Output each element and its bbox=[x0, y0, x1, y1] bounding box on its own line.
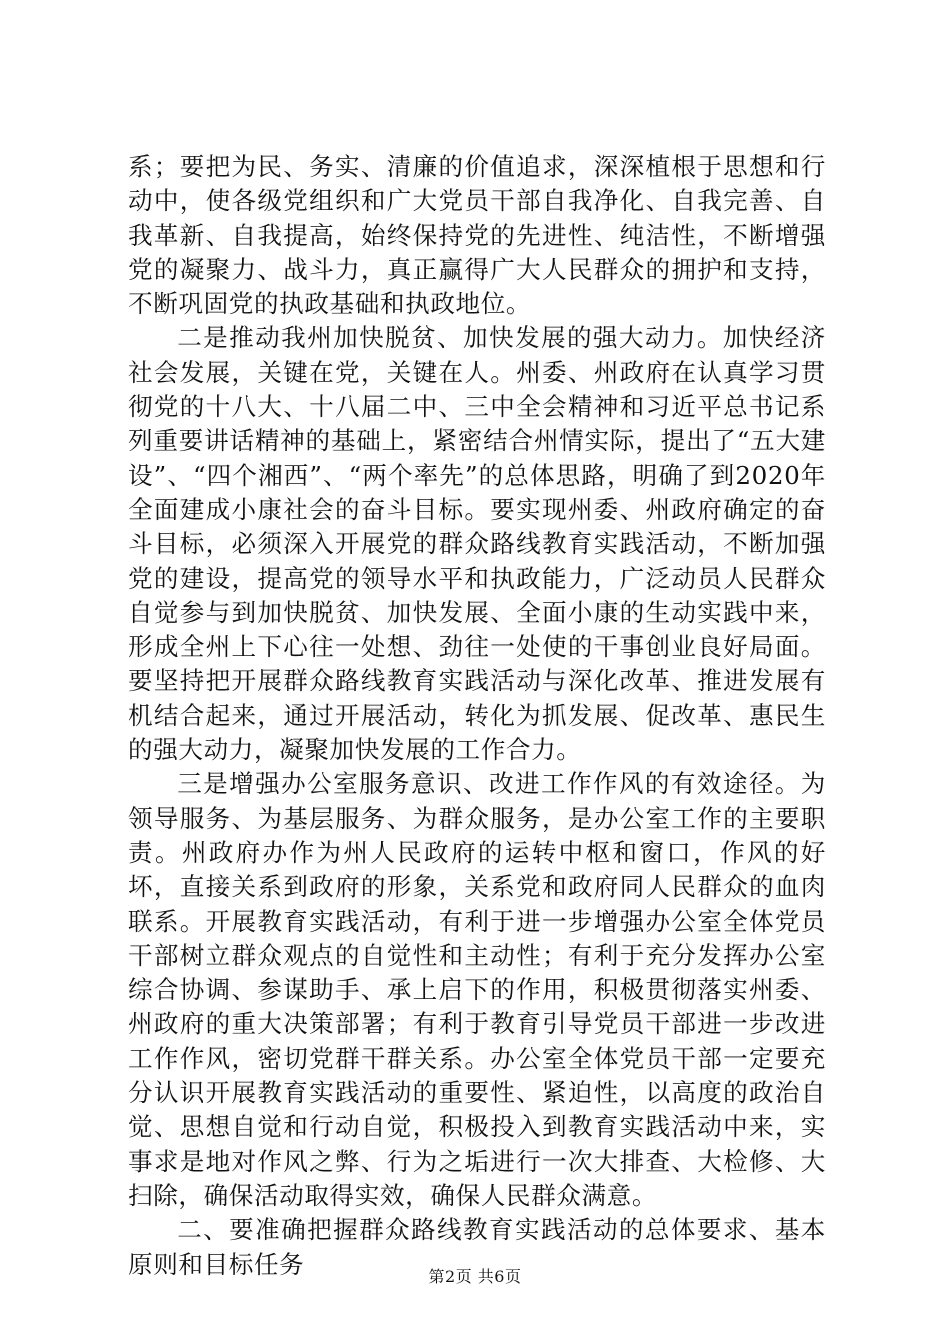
document-body bbox=[128, 150, 826, 1282]
paragraph-1: 系；要把为民、务实、清廉的价值追求，深深植根于思想和行动中，使各级党组织和广大党员干部自我净化、自我完善、自我革新、自我提高，始终保持党的先进性、纯洁性，不断增强党的凝聚力、战斗力，真正赢得广大人民群众的拥护和支持，不断巩固党的执政基础和执政地位。 bbox=[128, 152, 826, 319]
section-heading-2: 二、要准确把握群众路线教育实践活动的总体要求、基本原则和目标任务 bbox=[128, 1215, 826, 1279]
paragraph-2: 二是推动我州加快脱贫、加快发展的强大动力。加快经济社会发展，关键在党，关键在人。州委、州政府在认真学习贯彻党的十八大、十八届二中、三中全会精神和习近平总书记系列重要讲话精神的基础上，紧密结合州情实际，提出了“五大建设”、“四个湘西”、“两个率先”的总体思路，明确了到2020年全面建成小康社会的奋斗目标。要实现州委、州政府确定的奋斗目标，必须深入开展党的群众路线教育实践活动，不断加强党的建设，提高党的领导水平和执政能力，广泛动员人民群众自觉参与到加快脱贫、加快发展、全面小康的生动实践中来，形成全州上下心往一处想、劲往一处使的干事创业良好局面。要坚持把开展群众路线教育实践活动与深化改革、推进发展有机结合起来，通过开展活动，转化为抓发展、促改革、惠民生的强大动力，凝聚加快发展的工作合力。 bbox=[128, 323, 826, 765]
paragraph-3: 三是增强办公室服务意识、改进工作作风的有效途径。为领导服务、为基层服务、为群众服务，是办公室工作的主要职责。州政府办作为州人民政府的运转中枢和窗口，作风的好坏，直接关系到政府的形象，关系党和政府同人民群众的血肉联系。开展教育实践活动，有利于进一步增强办公室全体党员干部树立群众观点的自觉性和主动性；有利于充分发挥办公室综合协调、参谋助手、承上启下的作用，积极贯彻落实州委、州政府的重大决策部署；有利于教育引导党员干部进一步改进工作作风，密切党群干群关系。办公室全体党员干部一定要充分认识开展教育实践活动的重要性、紧迫性，以高度的政治自觉、思想自觉和行动自觉，积极投入到教育实践活动中来，实事求是地对作风之弊、行为之垢进行一次大排查、大检修、大扫除，确保活动取得实效，确保人民群众满意。 bbox=[128, 769, 826, 1210]
page-footer: 第2页 共6页 bbox=[428, 1267, 522, 1286]
